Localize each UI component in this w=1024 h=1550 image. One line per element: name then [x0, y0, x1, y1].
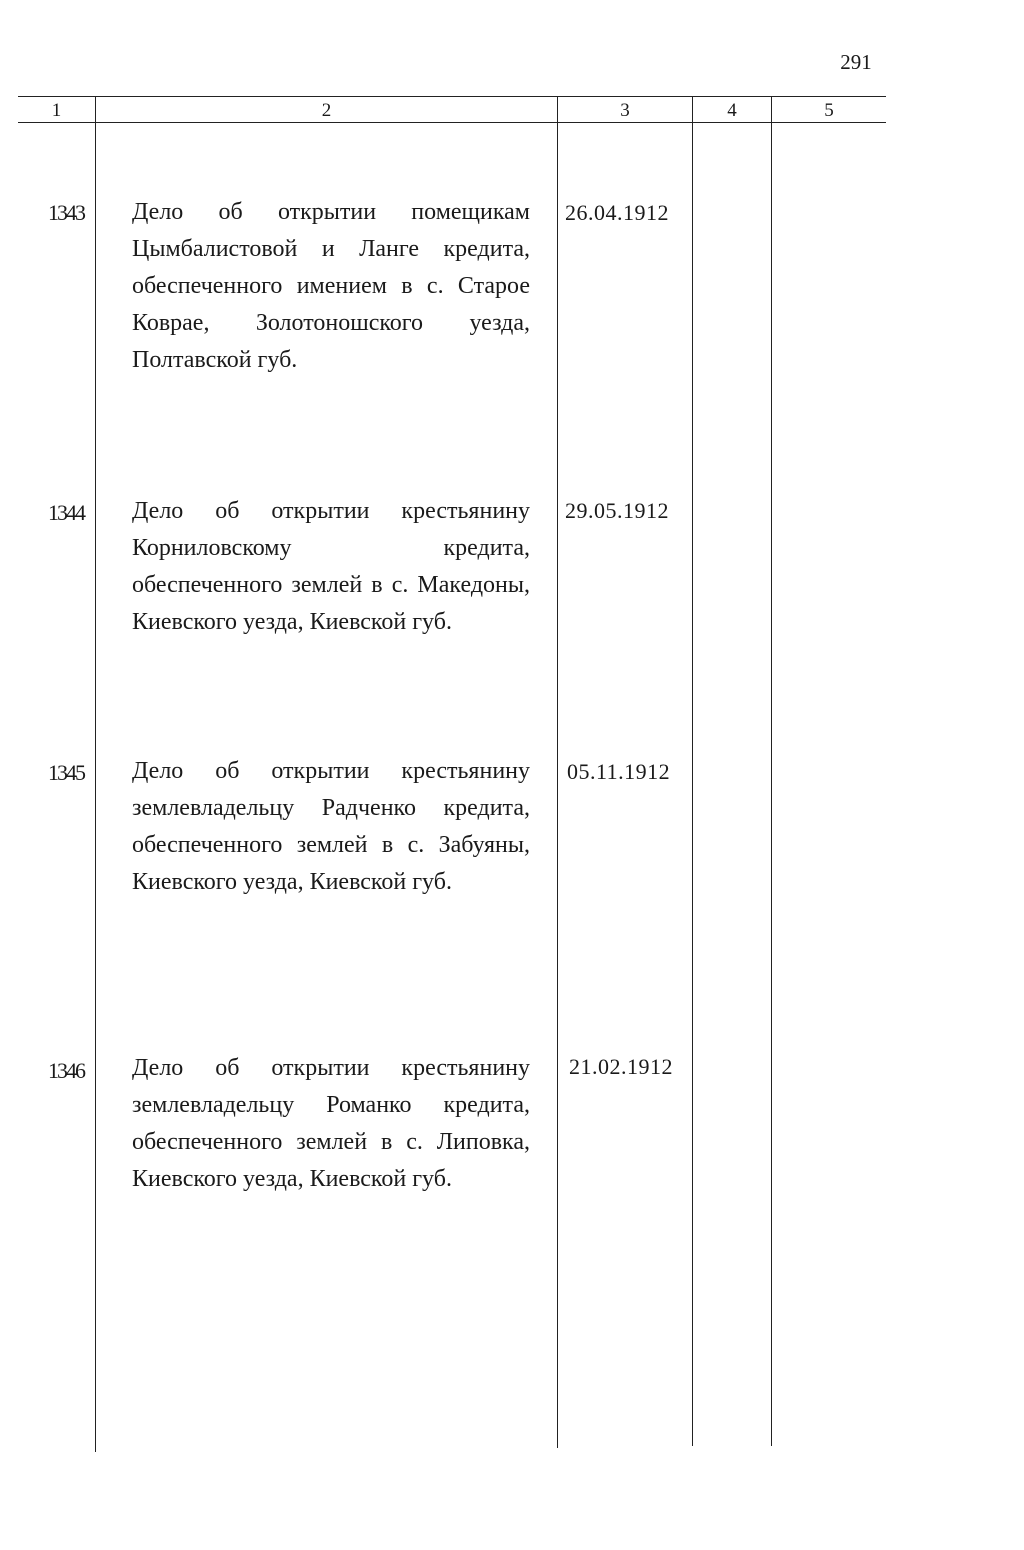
row-date: 21.02.1912	[569, 1054, 673, 1079]
row-date: 29.05.1912	[565, 498, 669, 523]
page-number: 291	[840, 50, 872, 74]
column-header-5: 5	[824, 100, 834, 121]
column-header-3: 3	[620, 100, 630, 121]
row-number: 1344	[48, 500, 84, 525]
column-header-1: 1	[51, 100, 62, 121]
row-number: 1346	[48, 1058, 84, 1083]
column-header-2: 2	[321, 100, 332, 121]
row-number: 1343	[48, 200, 84, 225]
column-divider-4-5	[771, 96, 772, 1446]
row-description: Дело об открытии крестьянину землевладельцу Радченко кредита, обеспеченного землей в с. Забуяны, Киевского уезда, Киевской губ.	[132, 758, 530, 895]
row-description: Дело об открытии крестьянину Корниловскому кредита, обеспеченного землей в с. Македоны, Киевского уезда, Киевской губ.	[132, 498, 530, 635]
header-bottom-rule	[18, 122, 886, 123]
row-date: 26.04.1912	[565, 200, 669, 225]
row-description: Дело об открытии крестьянину землевладельцу Романко кредита, обеспеченного землей в с. Липовка, Киевского уезда, Киевской губ.	[132, 1055, 530, 1192]
header-top-rule	[18, 96, 886, 97]
row-number: 1345	[48, 760, 84, 785]
column-divider-2-3	[557, 96, 558, 1448]
column-header-4: 4	[727, 100, 737, 121]
row-date: 05.11.1912	[567, 759, 671, 784]
column-divider-1-2	[95, 96, 96, 1452]
row-description: Дело об открытии помещикам Цымбалистовой и Ланге кредита, обеспеченного имением в с. Старое Коврае, Золотоношского уезда, Полтавской губ.	[132, 199, 530, 373]
